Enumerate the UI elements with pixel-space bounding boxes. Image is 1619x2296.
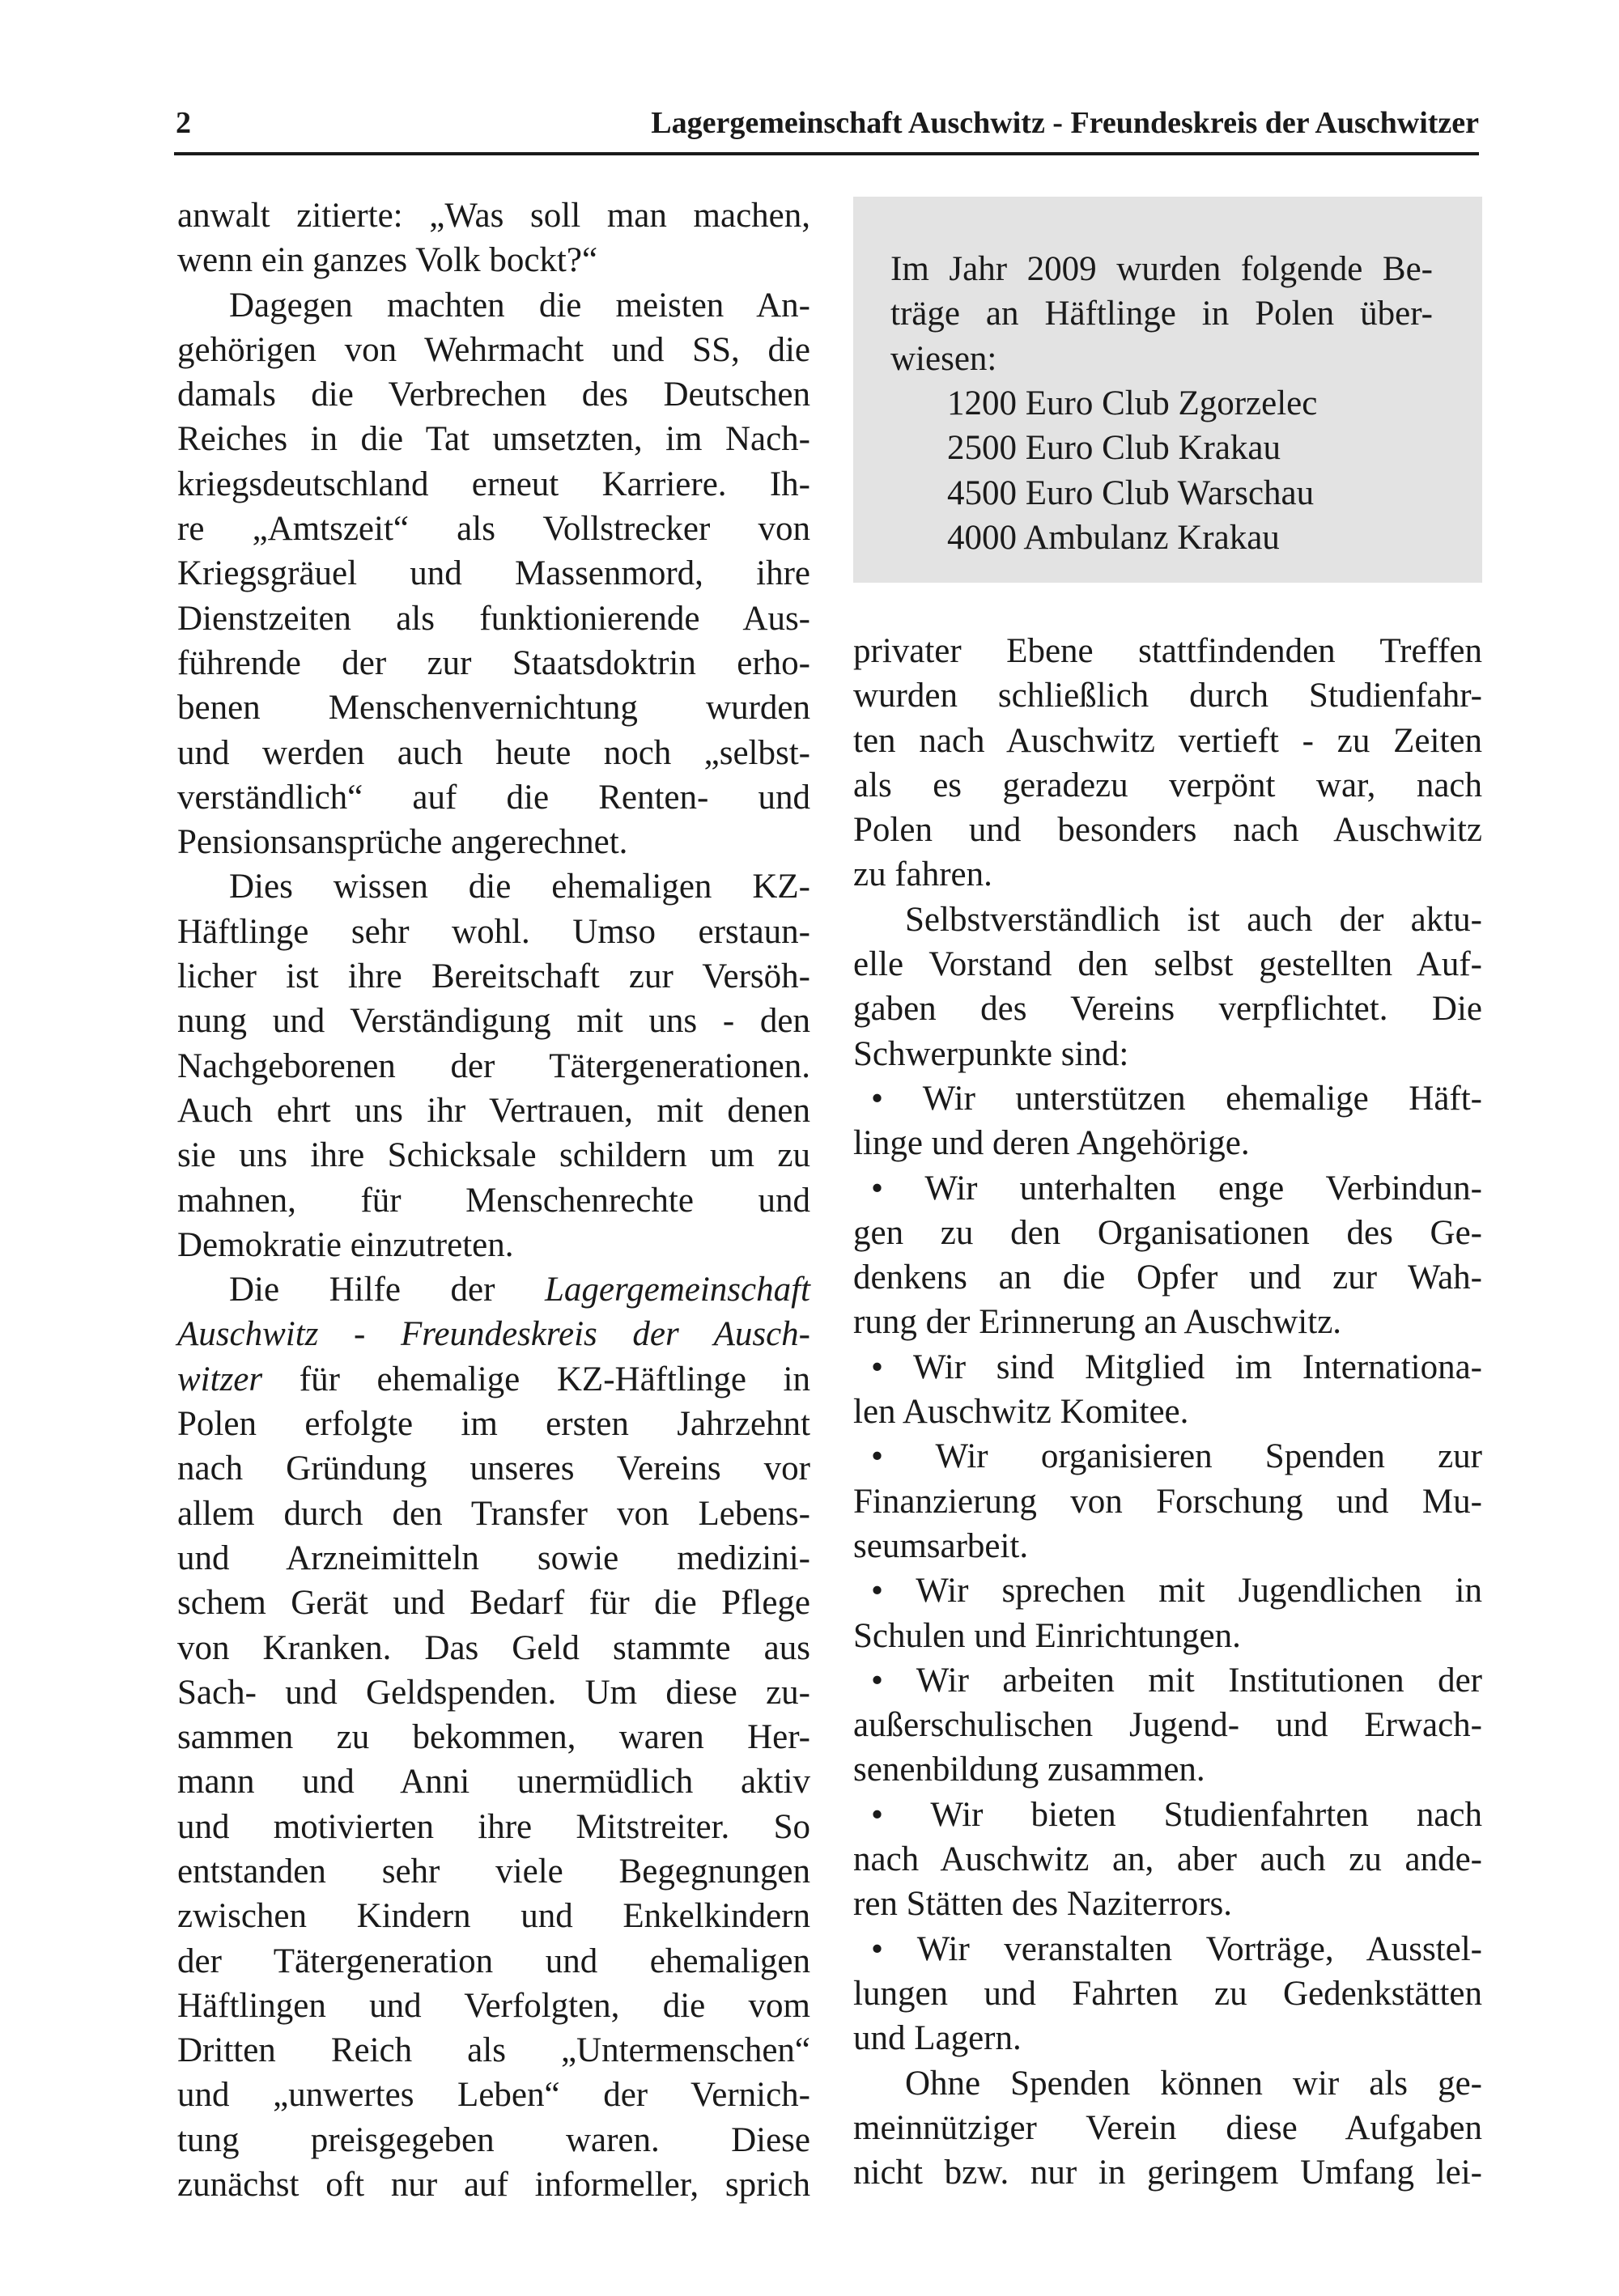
text-line: nach Auschwitz an, aber auch zu ande- — [853, 1840, 1482, 1879]
text-line: der Tätergeneration und ehemaligen — [177, 1942, 810, 1980]
text-line: damals die Verbrechen des Deutschen — [177, 376, 810, 414]
text-line: und „unwertes Leben“ der Vernich- — [177, 2076, 810, 2115]
donation-entry: 1200 Euro Club Zgorzelec — [947, 384, 1318, 422]
text-line: ren Stätten des Naziterrors. — [853, 1885, 1233, 1924]
text-line: und werden auch heute noch „selbst- — [177, 733, 810, 772]
text-line: Häftlinge sehr wohl. Umso erstaun- — [177, 912, 810, 951]
text-line: träge an Häftlinge in Polen über- — [890, 295, 1433, 333]
text-line: außerschulischen Jugend- und Erwach- — [853, 1706, 1482, 1745]
text-line: Dritten Reich als „Untermenschen“ — [177, 2031, 810, 2070]
text-line: Polen erfolgte im ersten Jahrzehnt — [177, 1405, 810, 1444]
text-line: lungen und Fahrten zu Gedenkstätten — [853, 1974, 1482, 2013]
text-line: linge und deren Angehörige. — [853, 1124, 1250, 1163]
donation-entry: 4500 Euro Club Warschau — [947, 473, 1315, 512]
text-line: meinnütziger Verein diese Aufgaben — [853, 2108, 1482, 2147]
text-line: als es geradezu verpönt war, nach — [853, 766, 1482, 804]
page-header — [174, 104, 1479, 155]
text-line: zu fahren. — [853, 855, 992, 894]
bullet-item: • Wir bieten Studienfahrten nach — [871, 1795, 1482, 1834]
donation-entry: 2500 Euro Club Krakau — [947, 429, 1281, 468]
text-line: Häftlingen und Verfolgten, die vom — [177, 1986, 810, 2025]
text-line: tung preisgegeben waren. Diese — [177, 2120, 810, 2159]
text-line: Schwerpunkte sind: — [853, 1034, 1129, 1073]
text-line: len Auschwitz Komitee. — [853, 1393, 1189, 1432]
text-line: nicht bzw. nur in geringem Umfang lei- — [853, 2154, 1482, 2192]
organization-name: witzer — [177, 1360, 263, 1398]
text-line: zunächst oft nur auf informeller, sprich — [177, 2166, 810, 2205]
text-line: wiesen: — [890, 339, 997, 378]
text-line: Auch ehrt uns ihr Vertrauen, mit denen — [177, 1091, 810, 1130]
text-line: und Lagern. — [853, 2019, 1022, 2058]
text-fragment: Die Hilfe der — [229, 1271, 495, 1309]
text-line: sammen zu bekommen, waren Her- — [177, 1718, 810, 1757]
text-line: gen zu den Organisationen des Ge- — [853, 1213, 1482, 1252]
text-line: Dies wissen die ehemaligen KZ- — [229, 868, 810, 906]
text-line: denkens an die Opfer und zur Wah- — [853, 1258, 1482, 1297]
text-line: mahnen, für Menschenrechte und — [177, 1181, 810, 1220]
text-line: rung der Erinnerung an Auschwitz. — [853, 1303, 1342, 1342]
text-line: zwischen Kindern und Enkelkindern — [177, 1897, 810, 1936]
text-line: Finanzierung von Forschung und Mu- — [853, 1482, 1482, 1521]
text-line: nung und Verständigung mit uns - den — [177, 1002, 810, 1041]
text-line: entstanden sehr viele Begegnungen — [177, 1852, 810, 1891]
text-line: wenn ein ganzes Volk bockt?“ — [177, 241, 598, 280]
text-line: nach Gründung unseres Vereins vor — [177, 1449, 810, 1488]
text-line: licher ist ihre Bereitschaft zur Versöh- — [177, 957, 810, 996]
text-fragment: für ehemalige KZ-Häftlinge in — [299, 1360, 810, 1398]
text-line: allem durch den Transfer von Lebens- — [177, 1494, 810, 1533]
text-line: und Arzneimitteln sowie medizini- — [177, 1538, 810, 1577]
bullet-item: • Wir unterstützen ehemalige Häft- — [871, 1079, 1482, 1118]
text-line: Reiches in die Tat umsetzten, im Nach- — [177, 420, 810, 459]
organization-name: Lagergemeinschaft — [544, 1271, 811, 1309]
text-line: verständlich“ auf die Renten- und — [177, 778, 810, 817]
text-line: Nachgeborenen der Tätergenerationen. — [177, 1046, 810, 1085]
bullet-item: • Wir sprechen mit Jugendlichen in — [871, 1572, 1482, 1611]
text-line: sie uns ihre Schicksale schildern um zu — [177, 1136, 810, 1175]
text-line: führende der zur Staatsdoktrin erho- — [177, 643, 810, 682]
text-line: schem Gerät und Bedarf für die Pflege — [177, 1584, 810, 1623]
text-line: mann und Anni unermüdlich aktiv — [177, 1763, 810, 1802]
donations-info-box — [853, 197, 1482, 583]
page-number: 2 — [176, 106, 191, 140]
text-line: Selbstverständlich ist auch der aktu- — [905, 900, 1482, 939]
text-line: anwalt zitierte: „Was soll man machen, — [177, 197, 810, 235]
text-line: senenbildung zusammen. — [853, 1751, 1205, 1789]
bullet-item: • Wir organisieren Spenden zur — [871, 1437, 1482, 1476]
bullet-item: • Wir unterhalten enge Verbindun- — [871, 1169, 1482, 1207]
text-line: wurden schließlich durch Studienfahr- — [853, 677, 1482, 715]
text-line — [177, 1357, 810, 1402]
text-line: gaben des Vereins verpflichtet. Die — [853, 990, 1482, 1029]
bullet-item: • Wir veranstalten Vorträge, Ausstel- — [871, 1929, 1482, 1968]
text-line: benen Menschenvernichtung wurden — [177, 689, 810, 728]
text-line: Dienstzeiten als funktionierende Aus- — [177, 599, 810, 638]
text-line: ten nach Auschwitz vertieft - zu Zeiten — [853, 721, 1482, 760]
info-box-intro — [890, 247, 1433, 381]
donation-entry: 4000 Ambulanz Krakau — [947, 518, 1280, 557]
text-line — [177, 1267, 810, 1312]
text-line: von Kranken. Das Geld stammte aus — [177, 1628, 810, 1667]
organization-name: Auschwitz - Freundeskreis der Ausch- — [177, 1315, 810, 1354]
right-column — [853, 629, 1482, 2195]
running-title: Lagergemeinschaft Auschwitz - Freundeskreis der Auschwitzer — [651, 106, 1479, 140]
text-line: Im Jahr 2009 wurden folgende Be- — [890, 250, 1433, 288]
donation-list — [947, 381, 1317, 560]
text-line: Polen und besonders nach Auschwitz — [853, 811, 1482, 850]
text-line: und motivierten ihre Mitstreiter. So — [177, 1807, 810, 1846]
text-line: Ohne Spenden können wir als ge- — [905, 2064, 1482, 2103]
text-line: kriegsdeutschland erneut Karriere. Ih- — [177, 465, 810, 503]
text-line: Demokratie einzutreten. — [177, 1225, 514, 1264]
text-line: Dagegen machten die meisten An- — [229, 286, 810, 325]
text-line: elle Vorstand den selbst gestellten Auf- — [853, 945, 1482, 984]
text-line: privater Ebene stattfindenden Treffen — [853, 632, 1482, 670]
text-line: Kriegsgräuel und Massenmord, ihre — [177, 554, 810, 593]
text-line: Schulen und Einrichtungen. — [853, 1616, 1241, 1655]
bullet-item: • Wir arbeiten mit Institutionen der — [871, 1661, 1482, 1700]
left-column — [177, 193, 810, 2207]
bullet-item: • Wir sind Mitglied im Internationa- — [871, 1347, 1482, 1386]
text-line: gehörigen von Wehrmacht und SS, die — [177, 330, 810, 369]
text-line: re „Amtszeit“ als Vollstrecker von — [177, 510, 810, 549]
text-line — [177, 1312, 810, 1356]
text-line: Sach- und Geldspenden. Um diese zu- — [177, 1673, 810, 1712]
text-line: Pensionsansprüche angerechnet. — [177, 823, 628, 862]
text-line: seumsarbeit. — [853, 1526, 1029, 1565]
